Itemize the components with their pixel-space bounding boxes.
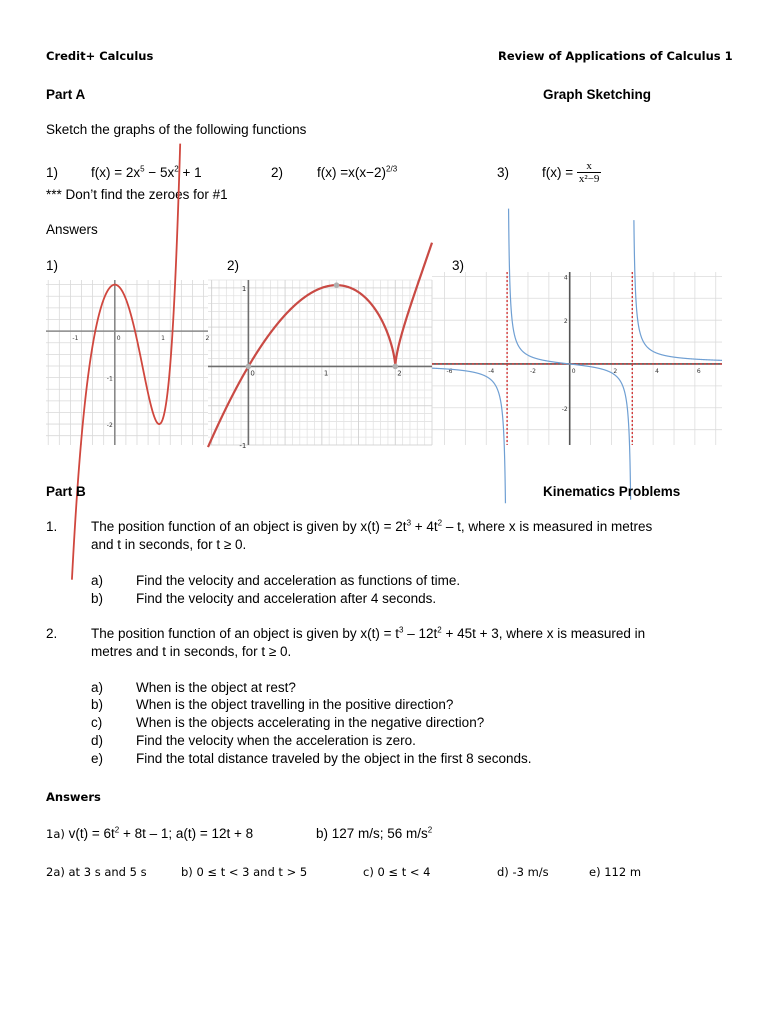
- y-tick-label: 1: [241, 284, 247, 293]
- grid: [205, 280, 432, 445]
- answer-1: 1a) $v(t) = 6t^2 + 8t - 1$; a(t) = 12t + 8: [46, 825, 254, 841]
- question-1-line-2: and t in seconds, for t ≥ 0.: [91, 537, 247, 552]
- graph-2-label: 2): [227, 258, 240, 273]
- answers-label-b: Answers: [46, 790, 101, 804]
- function-3-label: 3): [497, 165, 510, 180]
- x-tick-label: 2: [205, 335, 210, 343]
- question-2b-label: b): [91, 697, 104, 712]
- y-tick-label: -2: [561, 405, 568, 413]
- function-2: $f(x) =x(x-2)^{2/3}$: [317, 164, 398, 180]
- key-point: [334, 282, 340, 288]
- x-tick-label: -1: [72, 335, 79, 343]
- curve-2: [205, 243, 432, 447]
- part-b-title: Part B: [46, 484, 86, 499]
- x-tick-label: 2: [397, 369, 402, 378]
- question-2-number: 2.: [46, 626, 58, 641]
- question-1-number: 1.: [46, 519, 58, 534]
- curve-3-left: [432, 368, 505, 503]
- question-1-line-1: The position function of an object is given by $x(t) = 2t^3 + 4t^2 - t$, where x is measured in metres: [91, 518, 653, 534]
- key-point: [392, 364, 398, 370]
- question-2d-text: Find the velocity when the acceleration is zero.: [136, 733, 416, 748]
- x-tick-label: -6: [446, 367, 453, 375]
- function-3-fraction: $\frac{x}{\text{x²−9}}$: [578, 159, 600, 185]
- y-tick-label: 2: [563, 318, 568, 326]
- document-title: Review of Applications of Calculus 1: [498, 49, 733, 63]
- question-2a-text: When is the object at rest?: [136, 680, 296, 695]
- answer-2b: b) 0 ≤ t < 3 and t > 5: [181, 865, 308, 879]
- course-title: Credit+ Calculus: [46, 49, 154, 63]
- x-tick-label: 0: [250, 369, 255, 378]
- question-1b-label: b): [91, 591, 104, 606]
- function-1-label: 1): [46, 165, 59, 180]
- question-2d-label: d): [91, 733, 104, 748]
- x-tick-label: 0: [571, 367, 576, 375]
- function-2-label: 2): [271, 165, 284, 180]
- x-tick-label: 4: [655, 367, 659, 375]
- part-a-topic: Graph Sketching: [543, 87, 652, 102]
- x-tick-label: 6: [696, 367, 701, 375]
- question-2e-text: Find the total distance traveled by the object in the first 8 seconds.: [136, 751, 532, 766]
- answer-1b: b) 127 m/s; 56 $m/s^2$: [316, 825, 433, 841]
- question-2c-label: c): [91, 715, 103, 730]
- question-2-line-1: The position function of an object is given by $x(t) = t^3 - 12t^2 + 45t + 3$, where x is measured in: [91, 625, 646, 641]
- x-tick-label: 2: [613, 367, 618, 375]
- answer-2d: d) -3 m/s: [497, 865, 549, 879]
- answer-2a: 2a) at 3 s and 5 s: [46, 865, 147, 879]
- y-tick-label: 4: [563, 274, 568, 282]
- answer-2c: c) 0 ≤ t < 4: [363, 865, 431, 879]
- function-1-note: *** Don’t find the zeroes for #1: [46, 187, 228, 202]
- part-b-topic: Kinematics Problems: [543, 484, 681, 499]
- question-1a-text: Find the velocity and acceleration as functions of time.: [136, 573, 461, 588]
- question-2-line-2: metres and t in seconds, for t ≥ 0.: [91, 644, 292, 659]
- graph-3-plot: [432, 272, 722, 445]
- graph-1-label: 1): [46, 258, 59, 273]
- x-tick-label: -4: [488, 367, 495, 375]
- question-2e-label: e): [91, 751, 104, 766]
- answer-2e: e) 112 m: [589, 865, 642, 879]
- y-tick-label: -1: [239, 442, 247, 450]
- graph-3-label: 3): [452, 258, 465, 273]
- question-2b-text: When is the object travelling in the positive direction?: [136, 697, 454, 712]
- graph-1-plot: [46, 280, 208, 445]
- part-a-instruction: Sketch the graphs of the following functions: [46, 122, 307, 137]
- function-3: f(x) = $\frac{x}{\text{x²−9}}$: [542, 159, 600, 185]
- x-tick-label: 1: [323, 369, 329, 378]
- question-1b-text: Find the velocity and acceleration after 4 seconds.: [136, 591, 437, 606]
- answers-label-a: Answers: [46, 222, 98, 237]
- graph-2-plot: [205, 280, 432, 450]
- y-tick-label: -2: [106, 422, 113, 430]
- curve-3-right: [634, 220, 722, 360]
- grid: [205, 280, 432, 445]
- question-2c-text: When is the objects accelerating in the negative direction?: [136, 715, 485, 730]
- key-point: [246, 364, 252, 370]
- x-tick-label: -2: [529, 367, 536, 375]
- question-1a-label: a): [91, 573, 104, 588]
- part-a-title: Part A: [46, 87, 86, 102]
- grid: [432, 272, 722, 445]
- question-2a-label: a): [91, 680, 104, 695]
- function-1: $f(x) = 2x^5 - 5x^2 + 1$: [91, 164, 202, 180]
- x-tick-label: 0: [116, 335, 121, 343]
- x-tick-label: 1: [161, 335, 166, 343]
- y-tick-label: -1: [106, 375, 113, 383]
